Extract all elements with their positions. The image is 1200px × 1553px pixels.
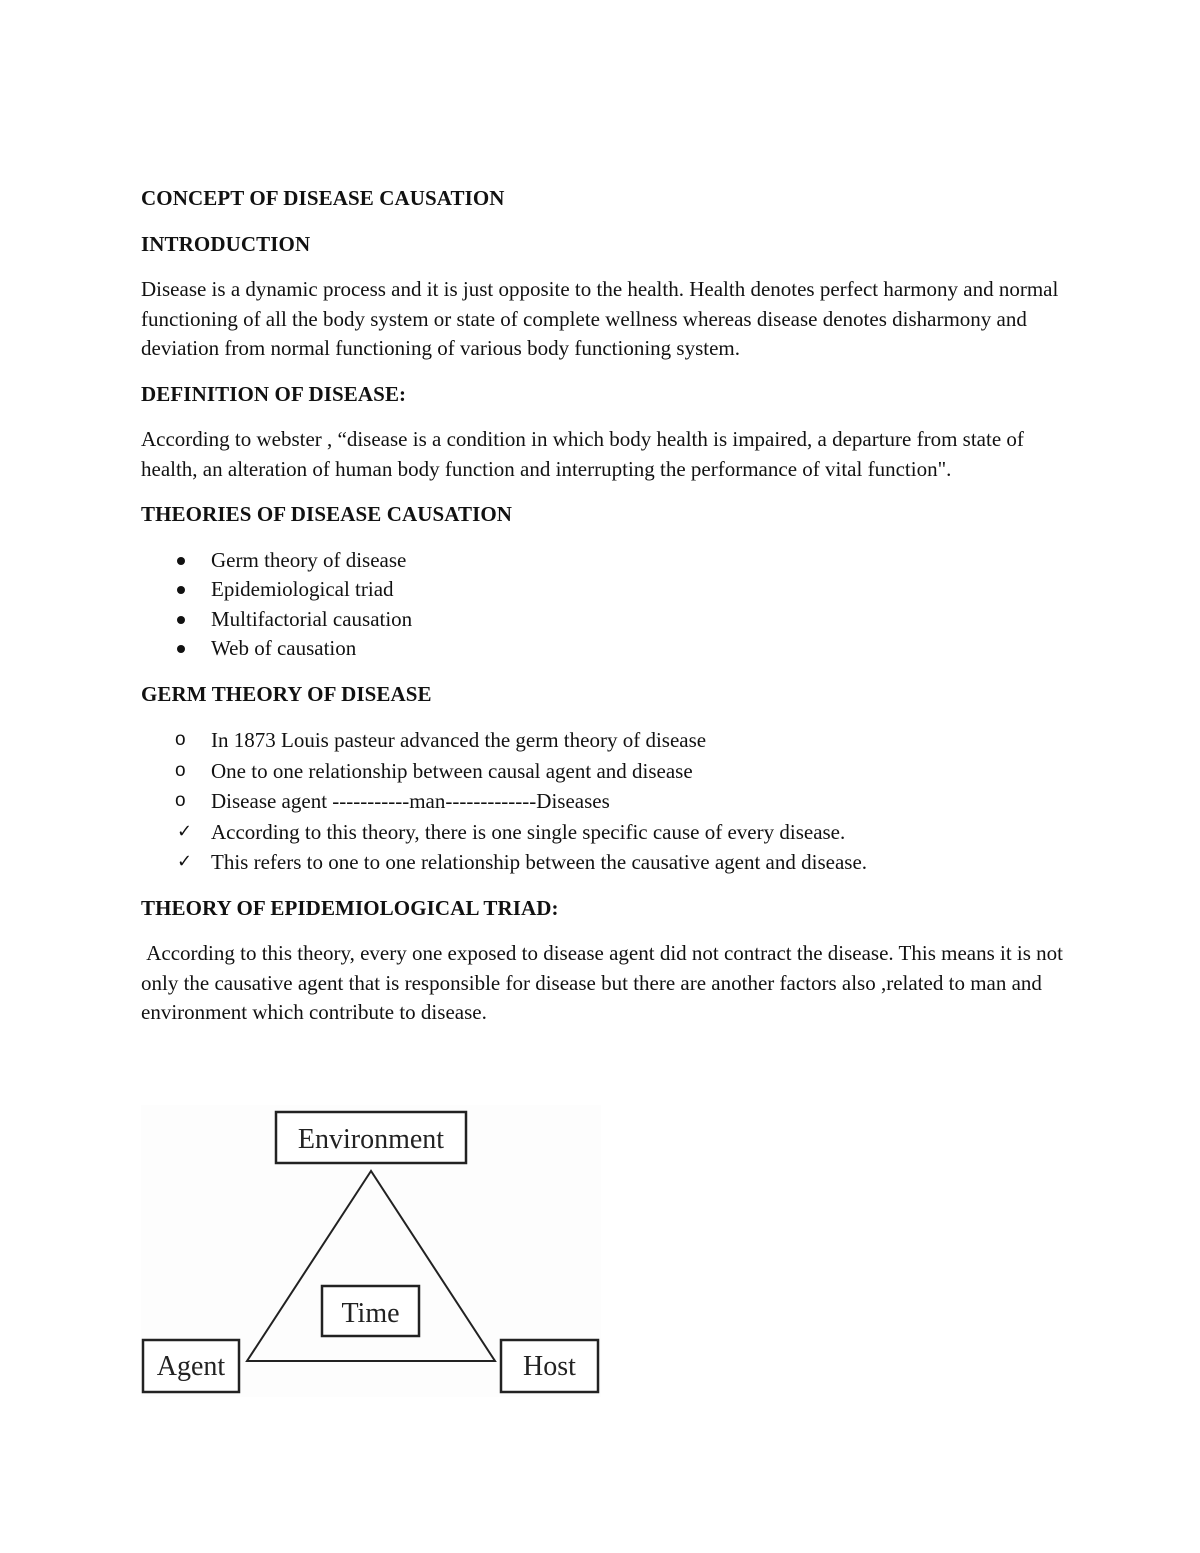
- germ-theory-list: [141, 725, 1071, 878]
- triad-heading: THEORY OF EPIDEMIOLOGICAL TRIAD:: [141, 895, 559, 920]
- list-item: Germ theory of disease: [211, 547, 407, 572]
- circle-bullet-icon: o: [175, 759, 186, 781]
- list-item: Multifactorial causation: [211, 606, 413, 631]
- time-label: Time: [341, 1298, 400, 1329]
- list-item: o In 1873 Louis pasteur advanced the germ theory of disease: [141, 725, 1071, 756]
- host-box: [501, 1340, 598, 1392]
- host-label: Host: [523, 1351, 576, 1382]
- agent-box: [143, 1340, 239, 1392]
- definition-paragraph: According to webster , “disease is a condition in which body health is impaired, a departure from state of health, an alteration of human body function and interrupting the performance of vital function".: [141, 427, 1024, 481]
- agent-label: Agent: [156, 1351, 226, 1382]
- definition-heading: DEFINITION OF DISEASE:: [141, 381, 407, 406]
- checkmark-icon: ✓: [177, 820, 193, 842]
- germ-theory-heading: GERM THEORY OF DISEASE: [141, 681, 432, 706]
- document-title: CONCEPT OF DISEASE CAUSATION: [141, 186, 505, 210]
- time-box: [322, 1286, 419, 1336]
- checkmark-icon: ✓: [177, 851, 193, 872]
- environment-label: Environment: [297, 1124, 445, 1155]
- list-item: ✓ This refers to one to one relationship between the causative agent and disease.: [141, 847, 1071, 878]
- list-item: ✓ According to this theory, there is one single specific cause of every disease.: [141, 817, 1071, 848]
- triad-figure: [141, 1105, 601, 1397]
- list-item: o One to one relationship between causal agent and disease: [141, 756, 1071, 787]
- introduction-paragraph: Disease is a dynamic process and it is just opposite to the health. Health denotes perfect harmony and normal functioning of all the body system or state of complete wellness whereas disease denotes disharmony and deviation from normal functioning of various body functioning system.: [141, 277, 1059, 360]
- list-item: Web of causation: [211, 636, 357, 660]
- theories-list: [141, 546, 1071, 664]
- epidemiological-triad-diagram: [141, 1105, 601, 1402]
- introduction-heading: INTRODUCTION: [141, 231, 311, 256]
- list-item: o Disease agent -----------man-------------Diseases: [141, 786, 1071, 817]
- list-item: Epidemiological triad: [211, 577, 394, 601]
- environment-box: [276, 1112, 466, 1163]
- triad-paragraph: According to this theory, every one exposed to disease agent did not contract the disease. This means it is not only the causative agent that is responsible for disease but there are another factors also ,related to man and environment which contribute to disease.: [141, 941, 1069, 1024]
- circle-bullet-icon: o: [175, 790, 186, 811]
- theories-heading: THEORIES OF DISEASE CAUSATION: [141, 502, 513, 526]
- document-page: [141, 184, 1071, 1044]
- circle-bullet-icon: o: [175, 729, 186, 750]
